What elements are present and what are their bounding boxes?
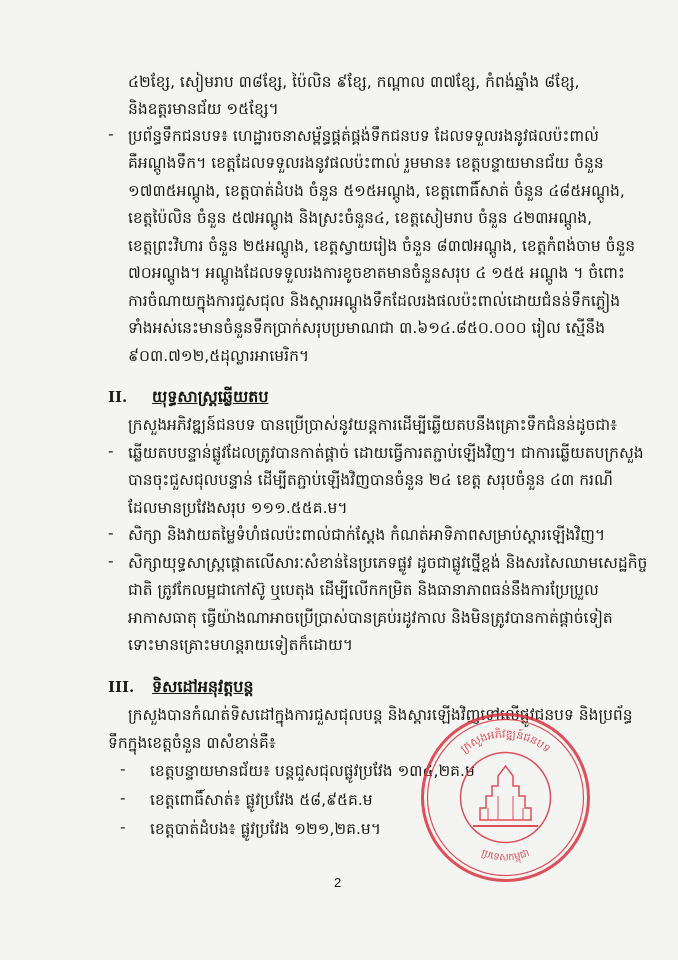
page-number: 2 <box>334 875 342 890</box>
text-line: ខេត្តពោធិ៍សាត់៖ ផ្លូវប្រវែង ៥៨,៩៥គ.ម <box>150 791 373 809</box>
text-line: ៧០អណ្តូង។ អណ្តូងដែលទទួលរងការខូចខាតមានចំនួនសរុប ៤ ១៥៥ អណ្តូង ។ ចំពោះ <box>128 264 625 282</box>
text-line: ទាំងអស់នេះមានចំនួនទឹកប្រាក់សរុបប្រមាណជា ៣.៦១៤.៨៥០.០០០ រៀល ស្មើនឹង <box>128 319 606 337</box>
text-line: ៤២ខ្សែ, សៀមរាប ៣៨ខ្សែ, ប៉ៃលិន ៩ខ្សែ, កណ្តាល ៣៧ខ្សែ, កំពង់ឆ្នាំង ៨ខ្សែ, <box>128 73 580 91</box>
bullet-dash: - <box>108 442 114 460</box>
text-line: ក្រសួងអភិវឌ្ឍន៍ជនបទ បានប្រើប្រាស់នូវយន្តការដើម្បីឆ្លើយតបនឹងគ្រោះទឹកជំនន់ដូចជា៖ <box>128 416 617 434</box>
seal-text-bottom: ប្រទេសកម្ពុជា <box>479 847 532 864</box>
text-line: សិក្សាយុទ្ធសាស្ត្រផ្តោតលើសារៈសំខាន់នៃប្រភេទផ្លូវ ដូចជាផ្លូវថ្នើខ្ពង់ និងសរសៃឈាមសេដ្ឋកិច្ច <box>128 554 648 572</box>
text-line: ជាតិ ត្រូវកែលម្អជាកៅស៊ូ ឬបេតុង ដើម្បីលើកកម្រិត និងធានាភាពធន់នឹងការប្រែប្រួល <box>128 581 599 599</box>
official-seal <box>418 710 593 885</box>
text-line: ទឹកក្នុងខេត្តចំនួន ៣សំខាន់គឺ៖ <box>108 734 276 752</box>
bullet-dash: - <box>120 818 126 836</box>
text-line: គឺអណ្តូងទឹក។ ខេត្តដែលទទួលរងនូវផលប៉ះពាល់ រួមមាន៖ ខេត្តបន្ទាយមានជ័យ ចំនួន <box>128 154 604 172</box>
section-number: II. <box>108 388 128 406</box>
text-line: ខេត្តបាត់ដំបង៖ ផ្លូវប្រវែង ១២១,២គ.ម។ <box>150 820 381 838</box>
text-line: បានចុះជួសជុលបន្ទាន់ ដើម្បីតភ្ជាប់ឡើងវិញបានចំនួន ២៤ ខេត្ត សរុបចំនួន ៤៣ ករណី <box>128 471 613 489</box>
text-line: ខេត្តព្រះវិហារ ចំនួន ២៥អណ្តូង, ខេត្តស្វាយរៀង ចំនួន ៨៣៧អណ្តូង, ខេត្តកំពង់ចាម ចំនួន <box>128 237 636 255</box>
bullet-dash: - <box>108 552 114 570</box>
section-heading: យុទ្ធសាស្ត្រឆ្លើយតប <box>152 387 269 406</box>
text-line: ខេត្តបន្ទាយមានជ័យ៖ បន្តជួសជុលផ្លូវប្រវែង ១៣៤,២គ.ម <box>150 762 475 780</box>
text-line: ឆ្លើយតបបន្ទាន់ផ្លូវដែលត្រូវបានកាត់ផ្តាច់ ដោយធ្វើការតភ្ជាប់ឡើងវិញ។ ជាការឆ្លើយតបក្រសួង <box>128 444 644 462</box>
text-line: ប្រព័ន្ធទឹកជនបទ៖ ហេដ្ឋារចនាសម្ព័ន្ធផ្គត់ផ្គង់ទឹកជនបទ ដែលទទួលរងនូវផលប៉ះពាល់ <box>128 127 599 145</box>
text-line: ការចំណាយក្នុងការជួសជុល និងស្តារអណ្តូងទឹកដែលរងផលប៉ះពាល់ដោយជំនន់ទឹកភ្លៀង <box>128 292 621 310</box>
bullet-dash: - <box>120 760 126 778</box>
text-line: ៩០៣.៧១២,៥ដុល្លារអាមេរិក។ <box>128 347 310 365</box>
bullet-dash: - <box>120 789 126 807</box>
text-line: និងឧត្តរមានជ័យ ១៥ខ្សែ។ <box>128 100 279 118</box>
text-line: ដែលមានប្រវែងសរុប ១១១.៥៥គ.ម។ <box>128 499 348 517</box>
section-heading: ទិសដៅអនុវត្តបន្ត <box>152 677 254 696</box>
section-number: III. <box>108 678 135 696</box>
text-line: ខេត្តប៉ៃលិន ចំនួន ៥៧អណ្តូង និងស្រះចំនួន៤, ខេត្តសៀមរាប ចំនួន ៤២៣អណ្តូង, <box>128 209 593 227</box>
text-line: ១៧៣៥អណ្តូង, ខេត្តបាត់ដំបង ចំនួន ៥១៥អណ្តូង, ខេត្តពោធិ៍សាត់ ចំនួន ៤៨៥អណ្តូង, <box>128 182 625 200</box>
bullet-dash: - <box>108 524 114 542</box>
seal-text-top: ក្រសួងអភិវឌ្ឍន៍ជនបទ <box>457 727 554 756</box>
text-line: សិក្សា និងវាយតម្លៃទំហំផលប៉ះពាល់ជាក់ស្តែង កំណត់អាទិភាពសម្រាប់ស្តារឡើងវិញ។ <box>128 526 606 544</box>
text-line: ក្រសួងបានកំណត់ទិសដៅក្នុងការជួសជុលបន្ត និងស្តារឡើងវិញទៅលើផ្លូវជនបទ និងប្រព័ន្ធ <box>128 706 633 724</box>
bullet-dash: - <box>108 125 114 143</box>
text-line: អាកាសធាតុ ធ្វើយ៉ាងណាអាចប្រើប្រាស់បានគ្រប់រដូវកាល និងមិនត្រូវបានកាត់ផ្តាច់ទៀត <box>128 609 613 627</box>
text-line: ទោះមានគ្រោះមហន្តរាយទៀតក៏ដោយ។ <box>128 636 353 654</box>
